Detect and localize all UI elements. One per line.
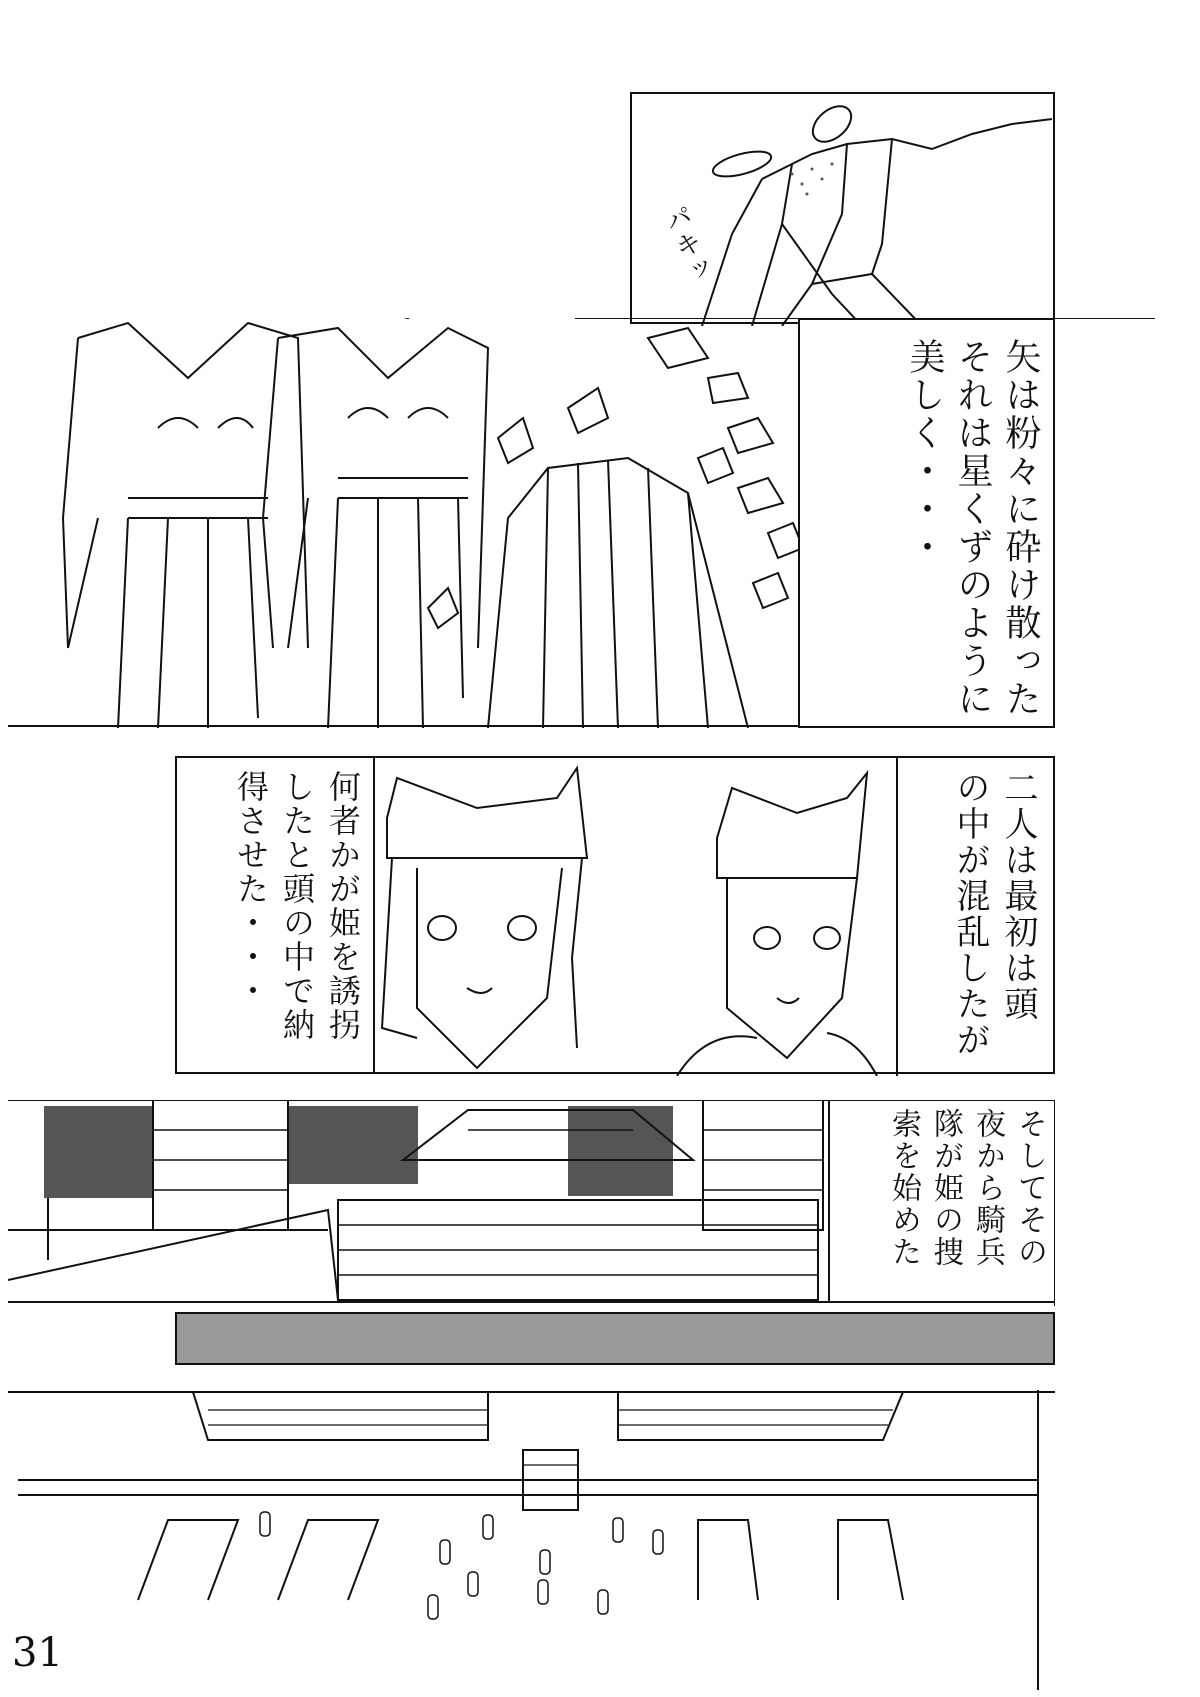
narration-faces-left-1: 何者かが姫を誘拐 — [324, 770, 362, 1042]
soldier-group — [260, 1512, 663, 1619]
night-sky — [44, 1106, 154, 1198]
narration-castle-1: そしてその — [1012, 1108, 1047, 1268]
sfx-snap: パキッ — [657, 201, 715, 291]
narration-shatter-1: 矢は粉々に砕け散った — [1000, 338, 1041, 718]
panel-faces — [175, 756, 1055, 1074]
narration-faces-left-2: したと頭の中で納 — [278, 770, 316, 1042]
narration-castle-4: 索を始めた — [886, 1108, 921, 1268]
page-number: 31 — [12, 1630, 63, 1676]
narration-faces-left-3: 得させた・・・ — [232, 770, 270, 1008]
narration-shatter-3: 美しく・・・ — [904, 338, 945, 566]
narration-castle-2: 夜から騎兵 — [970, 1108, 1005, 1268]
panel-sky-band — [175, 1312, 1055, 1365]
narration-castle-3: 隊が姫の捜 — [928, 1108, 963, 1268]
narration-box-shatter — [798, 318, 1055, 728]
narration-shatter-2: それは星くずのように — [952, 338, 993, 718]
narration-box-castle — [828, 1100, 1055, 1302]
narration-faces-right-2: の中が混乱したが — [950, 770, 990, 1058]
panel-courtyard — [8, 1390, 1055, 1690]
panel-snap-art — [632, 94, 1057, 326]
panel-castle — [8, 1100, 1055, 1306]
panel-faces-art — [177, 758, 1057, 1076]
panel-courtyard-art — [8, 1390, 1055, 1690]
panel-snap — [630, 92, 1055, 324]
narration-faces-right-1: 二人は最初は頭 — [998, 770, 1038, 1022]
panel-shatter — [8, 318, 1055, 728]
